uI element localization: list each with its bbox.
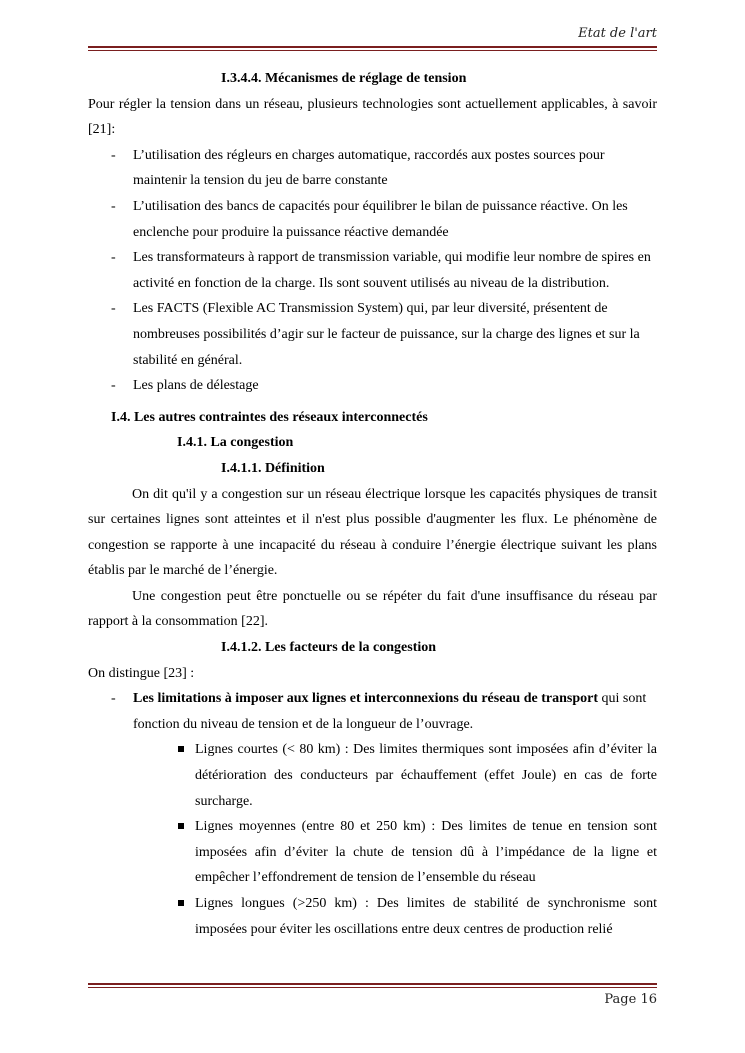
dash-bullet: -	[111, 250, 116, 266]
list-item-text: L’utilisation des bancs de capacités pour équilibrer le bilan de puissance réactive. On les enclenche pour produire la puissance réactive demandée	[133, 198, 628, 240]
running-header: Etat de l'art	[578, 26, 657, 41]
list-item-text: Les plans de délestage	[133, 378, 259, 394]
footer-rule-thin	[88, 987, 657, 988]
list-item-text: L’utilisation des régleurs en charges automatique, raccordés aux postes sources pour maintenir la tension du jeu de barre constante	[133, 147, 605, 189]
header-rule-thin	[88, 50, 657, 51]
sub-list-item	[88, 737, 657, 814]
paragraph-definition: On dit qu'il y a congestion sur un réseau électrique lorsque les capacités physiques de transit sur certaines lignes sont atteintes et il n'est plus possible d'augmenter les flux. Le phénomène de congestion se rapporte à une incapacité du réseau à conduire l’énergie électrique suivant les plans établis par le marché de l’énergie.	[88, 486, 657, 579]
paragraph-distinguish: On distingue [23] :	[88, 665, 195, 681]
heading-section-1-4-1-1: I.4.1.1. Définition	[221, 460, 325, 476]
square-bullet-icon	[178, 746, 184, 752]
heading-section-1-4-1-2: I.4.1.2. Les facteurs de la congestion	[221, 640, 437, 656]
sub-list-item-text: Lignes moyennes (entre 80 et 250 km) : Des limites de tenue en tension sont imposées afin d’éviter la chute de tension dû à l’impédance de la ligne et empêcher l’effondrement de tension de l’ensemble du réseau	[195, 819, 657, 886]
sub-list-item	[88, 814, 657, 891]
list-item	[88, 245, 657, 296]
footer-rule	[88, 983, 657, 985]
heading-section-1-4-1: I.4.1. La congestion	[177, 435, 294, 451]
dash-bullet: -	[111, 198, 116, 214]
dash-bullet: -	[111, 378, 116, 394]
dash-bullet: -	[111, 301, 116, 317]
heading-section-1-4: I.4. Les autres contraintes des réseaux interconnectés	[111, 409, 428, 425]
list-item-text: Les FACTS (Flexible AC Transmission System) qui, par leur diversité, présentent de nombreuses possibilités d’agir sur le facteur de puissance, sur la charge des lignes et sur la stabilité en général.	[133, 301, 640, 368]
list-item	[88, 373, 657, 399]
dash-bullet: -	[111, 691, 116, 707]
list-item	[88, 143, 657, 194]
sub-list-item-text: Lignes courtes (< 80 km) : Des limites thermiques sont imposées afin d’éviter la détérioration des conducteurs par échauffement (effet Joule) en cas de forte surcharge.	[195, 742, 657, 809]
header-rule	[88, 46, 657, 48]
square-bullet-icon	[178, 900, 184, 906]
list-item-text: Les transformateurs à rapport de transmission variable, qui modifie leur nombre de spires en activité en fonction de la charge. Ils sont souvent utilisés au niveau de la distribution.	[133, 250, 651, 291]
page-number: Page 16	[604, 992, 657, 1007]
list-item	[88, 686, 657, 737]
dash-bullet: -	[111, 147, 116, 163]
list-item-bold-text: Les limitations à imposer aux lignes et interconnexions du réseau de transport	[133, 691, 598, 707]
sub-list-item	[88, 891, 657, 942]
square-bullet-icon	[178, 823, 184, 829]
heading-section-1-3-4-4: I.3.4.4. Mécanismes de réglage de tension	[221, 71, 467, 86]
paragraph-intro: Pour régler la tension dans un réseau, plusieurs technologies sont actuellement applicables, à savoir [21]:	[88, 96, 657, 138]
list-item-text: qui sont fonction du niveau de tension et de la longueur de l’ouvrage.	[133, 691, 647, 732]
list-item	[88, 194, 657, 245]
sub-list-item-text: Lignes longues (>250 km) : Des limites de stabilité de synchronisme sont imposées pour éviter les oscillations entre deux centres de production relié	[195, 896, 657, 937]
page-body	[88, 66, 657, 942]
paragraph-congestion: Une congestion peut être ponctuelle ou se répéter du fait d'une insuffisance du réseau par rapport à la consommation [22].	[88, 588, 657, 630]
list-item	[88, 296, 657, 373]
